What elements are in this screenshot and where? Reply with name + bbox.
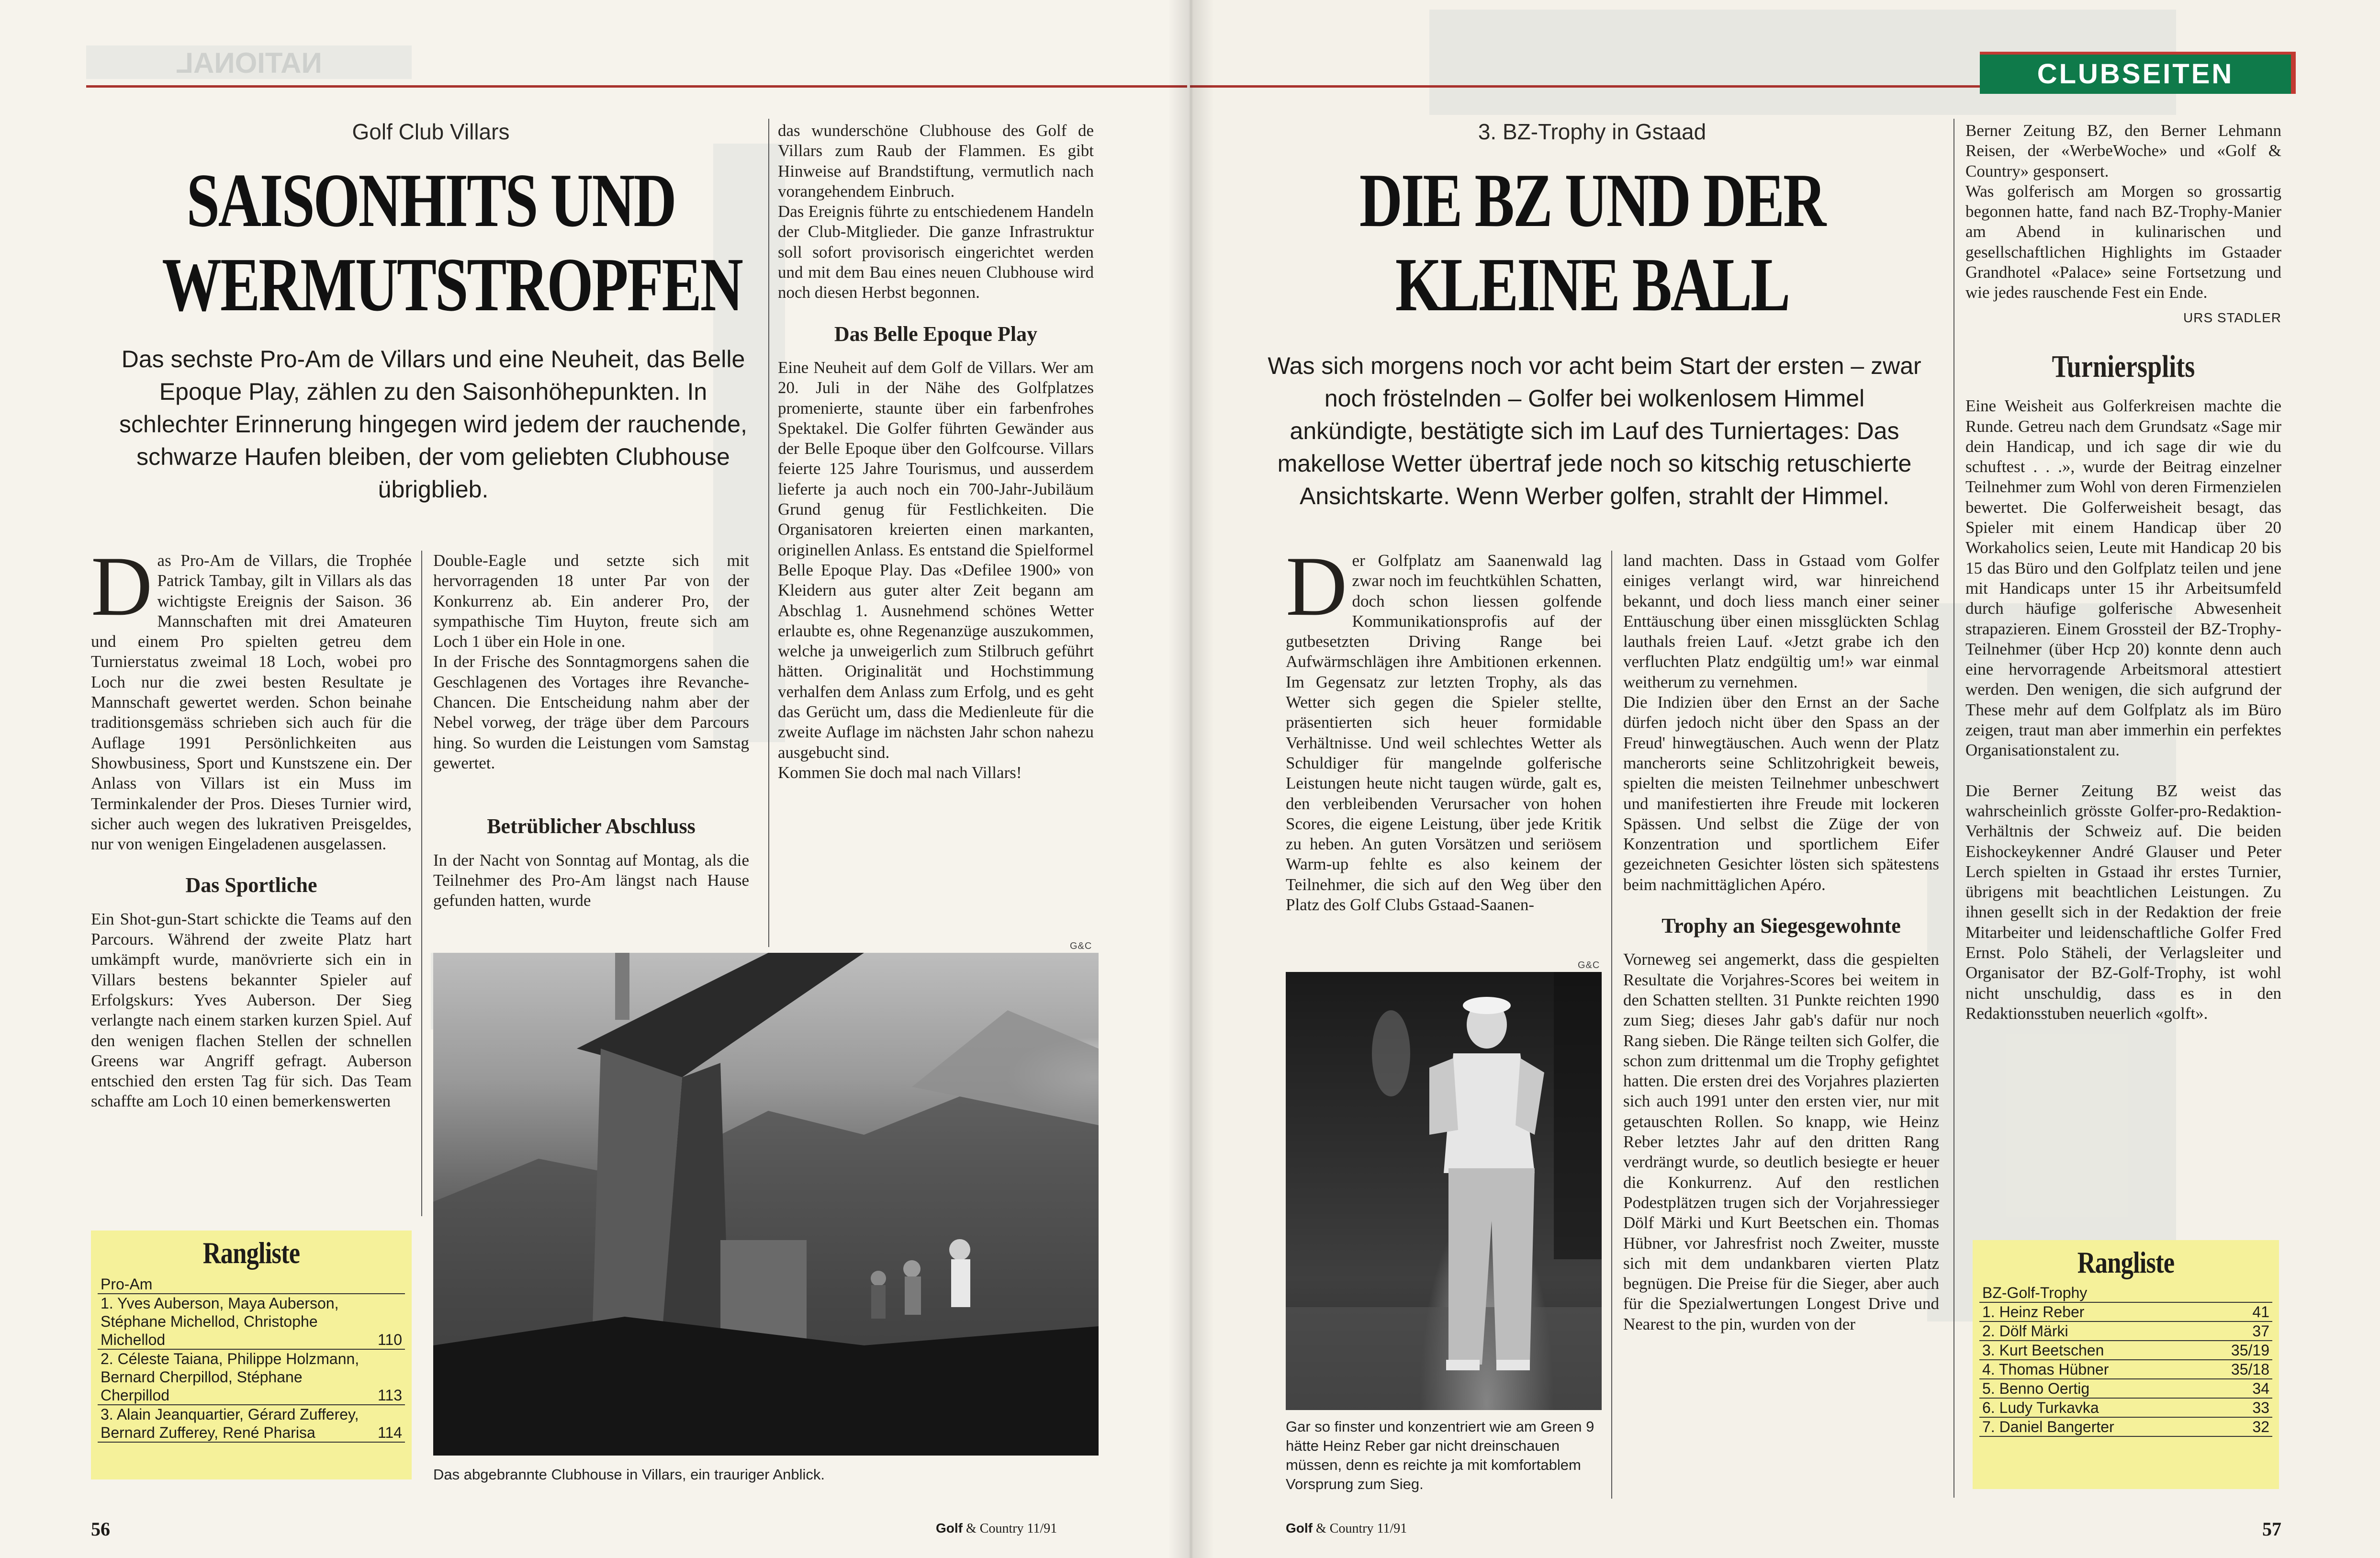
rangliste-name: 6. Ludy Turkavka: [1982, 1399, 2099, 1416]
rangliste-score: 33: [2252, 1399, 2269, 1416]
photo-credit: G&C: [1070, 941, 1092, 951]
rangliste-score: 114: [377, 1424, 402, 1441]
headline: [1247, 158, 1937, 327]
photo-caption: Gar so finster und konzentriert wie am Green 9 hätte Heinz Reber gar nicht dreinschauen müssen, denn es reichte ja mit komfortablem Vorsprung zum Sieg.: [1286, 1418, 1594, 1492]
footer-magazine: [936, 1521, 1057, 1536]
paragraph: Vorneweg sei angemerkt, dass die gespielten Resultate die Vorjahres-Scores bei weitem in den Schatten stellten. 31 Punkte reichten 1990 zum Sieg; dieses Jahr gab's dafür nur noch Rang sieben. Die Ränge teilten sich Golfer, die schon zum drittenmal um die Trophy gefightet hatten. Die ersten drei des Vorjahres plazierten sich auch 1991 unter den ersten vier, nur mit getauschten Rollen. So knapp, wie Heinz Reber letztes Jahr auf den dritten Rang verdrängt wurde, so deutlich besiegte er heuer die Konkurrenz. Auf den restlichen Podestplätzen trugen sich der Vorjahressieger Dölf Märki und Kurt Beetschen ein. Thomas Hübner, vor Jahresfrist noch Zweiter, musste sich mit dem undankbaren vierten Platz begnügen. Die Preise für die Sieger, aber auch für die Spezialwertungen Longest Drive und Nearest to the pin, wurden von der: [1623, 950, 1939, 1333]
paragraph: Double-Eagle und setzte sich mit hervorragenden 18 unter Par von der Konkurrenz ab. Ein anderer Pro, der sympathische Tim Huyton, freute sich am Loch 1 über ein Hole in one.: [433, 551, 749, 651]
rangliste-row: [98, 1350, 405, 1405]
rangliste-name: 3. Alain Jeanquartier, Gérard Zufferey, Bernard Zufferey, René Pharisa: [101, 1406, 359, 1441]
lead-paragraph: Das sechste Pro-Am de Villars und eine Neuheit, das Belle Epoque Play, zählen zu den Saisonhöhepunkten. In schlechter Erinnerung hingegen wird jedem der rauchende, schwarze Haufen bleiben, der vom geliebten Clubhouse übrigblieb.: [119, 346, 747, 503]
headline-line-2: KLEINE BALL: [1395, 242, 1789, 327]
spine-gutter: [1168, 0, 1214, 1558]
rangliste-name: 3. Kurt Beetschen: [1982, 1342, 2104, 1359]
subhead-belle-epoque: Das Belle Epoque Play: [834, 322, 1038, 346]
paragraph-text: er Golfplatz am Saanenwald lag zwar noch im feuchtkühlen Schatten, doch schon liessen golfende Kommunikationsprofis auf der gutbesetzten Driving Range bei Aufwärmschlägen ihre Ambitionen erkennen. Im Gegensatz zur letzten Trophy, als das Wetter sich gegen die Spieler stellte, präsentierten sich heuer formidable Verhältnisse. Und weil schlechtes Wetter als Schuldiger für mangelnde golferische Leistungen heute nicht taugen würde, galt es, den verbleibenden Verursacher von hohen Scores, die eigene Leistung, über jede Kritik zu heben. An guten Vorsätzen und seriösem Warm-up fehlte es also keinem der Teilnehmer, die sich auf den Weg über den Platz des Golf Clubs Gstaad-Saanen-: [1286, 551, 1602, 914]
rangliste-box: [1973, 1240, 2279, 1489]
column-rule: [1953, 119, 1954, 1498]
burned-clubhouse-illustration: [433, 953, 1099, 1456]
paragraph: Eine Weisheit aus Golferkreisen machte die Runde. Getreu nach dem Grundsatz «Sage mir dein Handicap, und ich sage dir wie du schuftest . . .», wurde der Beitrag einzelner Teilnehmer zum Wohl von deren Firmenzielen bewertet. Die Golferweisheit besagt, das Spieler mit einem Handicap über 20 Workaholics seien, Leute mit Handicap 20 bis 15 das Büro und den Golfplatz teilen und jene mit Handicaps unter 15 ihr Arbeitsumfeld durch häufige golferische Abwesenheit strapazieren. Einem Grossteil der BZ-Trophy-Teilnehmer (über Hcp 20) konnte denn auch eine hervorragende Arbeitsmoral attestiert werden. Den wenigen, die sich aufgrund der These mehr auf dem Golfplatz als im Büro zeigen, traut man aber immerhin ein perfektes Organisationstalent zu.: [1965, 396, 2281, 760]
headline-line-1: DIE BZ UND DER: [1359, 158, 1825, 243]
rangliste-score: 37: [2252, 1322, 2269, 1340]
rangliste-title: Rangliste: [202, 1236, 300, 1270]
golfer-illustration: [1286, 972, 1602, 1410]
paragraph-text: as Pro-Am de Villars, die Trophée Patrick Tambay, gilt in Villars als das wichtigste Ereignis der Saison. 36 Mannschaften mit drei Amateuren und einem Pro spielten getreu dem Turnierstatus zweimal 18 Loch, wobei pro Loch nur die zwei besten Resultate je Mannschaft gewertet werden. Schon beinahe traditionsgemäss schrieben sich auch für die Auflage 1991 Persönlichkeiten aus Showbusiness, Sport und Kunstszene ein. Der Anlass von Villars ist ein Muss im Terminkalender der Pros. Dieses Turnier wird, sicher auch wegen des lukrativen Preisgeldes, nur von wenigen Eingeladenen ausgelassen.: [91, 551, 412, 854]
lead-paragraph: Was sich morgens noch vor acht beim Start der ersten – zwar noch fröstelnden – Golfer bei wolkenlosem Himmel ankündigte, bestätigte sich im Lauf des Turniertages: Das makellose Wetter übertraf jede noch so kitschig retuschierte Ansichtskarte. Wenn Werber golfen, strahlt der Himmel.: [1268, 352, 1921, 509]
footer-magazine: [1286, 1521, 1407, 1536]
subhead-abschluss: Betrüblicher Abschluss: [487, 814, 696, 838]
drop-cap: D: [1286, 539, 1347, 633]
headline-line-1: SAISONHITS UND: [186, 158, 675, 243]
paragraph: [91, 539, 412, 854]
paragraph: Kommen Sie doch mal nach Villars!: [778, 763, 1022, 782]
column-2: [1623, 551, 1939, 1334]
paragraph: Das Ereignis führte zu entschiedenem Handeln der Club-Mitglieder. Die ganze Infrastruktur soll sofort provisorisch eingerichtet werden und mit dem Bau eines neuen Clubhouse wird noch diesen Herbst begonnen.: [778, 202, 1094, 302]
paragraph: In der Frische des Sonntagmorgens sahen die Geschlagenen des Vortages ihre Revanche-Chancen. Die Entscheidung nahm aber der Nebel vorweg, der träge über dem Parcours hing. So wurden die Leistungen vom Samstag gewertet.: [433, 652, 749, 772]
rangliste-row: [1979, 1341, 2272, 1360]
rangliste-score: 35/18: [2231, 1361, 2269, 1378]
section-tab-clubseiten: CLUBSEITEN: [1980, 52, 2296, 94]
footer-brand: Golf: [1286, 1521, 1313, 1535]
kicker: Golf Club Villars: [352, 119, 510, 144]
rangliste-group: Pro-Am: [98, 1276, 405, 1294]
paragraph: Berner Zeitung BZ, den Berner Lehmann Reisen, der «WerbeWoche» und «Golf & Country» gesponsert.: [1965, 121, 2281, 181]
section-tab-mirrored: NATIONAL: [176, 47, 322, 79]
subhead-turniersplits: Turniersplits: [2052, 349, 2195, 384]
rangliste-row: [1979, 1322, 2272, 1341]
author: URS STADLER: [2183, 310, 2281, 325]
paragraph: Eine Neuheit auf dem Golf de Villars. Wer am 20. Juli in der Nähe des Golfplatzes promenierte, staunte über ein farbenfrohes Spektakel. Die Golfer führten Gewänder aus der Belle Epoque über den Golfcourse. Villars feierte 125 Jahre Tourismus, und ausserdem lieferte ja auch noch ein 700-Jahr-Jubiläum Grund genug für Festlichkeiten. Die Organisatoren kreierten einen markanten, originellen Anlass. Es entstand die Spielformel Belle Epoque Play. Das «Defilee 1900» von Kleidern aus guter alter Zeit begann am Abschlag 1. Ausnehmend schönes Wetter erlaubte es, ohne Regenanzüge auszukommen, welche ja unweigerlich zum Stilbruch geführt hätten. Originalität und Hochstimmung verhalfen dem Anlass zum Erfolg, und es geht das Gerücht um, dass die Medienleute für die zweite Auflage im nächsten Jahr schon nahezu ausgebucht sind.: [778, 358, 1094, 762]
paragraph: Was golferisch am Morgen so grossartig begonnen hatte, fand nach BZ-Trophy-Manier am Abend in kulinarischen und gesellschaftlichen Highlights im Gstaader Grandhotel «Palace» seine Fortsetzung und wie jedes rauschende Fest ein Ende.: [1965, 181, 2281, 302]
rangliste-score: 41: [2252, 1303, 2269, 1321]
column-1: [91, 539, 412, 1112]
paragraph: land machten. Dass in Gstaad vom Golfer einiges verlangt wird, war hinreichend bekannt, und doch liess manch einer seiner Enttäuschung über einen missglückten Schlag lauthals freien Lauf. «Jetzt grabe ich den verfluchten Platz endgültig um!» war einmal weitherum zu vernehmen.: [1623, 551, 1939, 691]
rangliste-row: [1979, 1303, 2272, 1322]
photo-burned-clubhouse: [433, 953, 1099, 1456]
rangliste-score: 113: [377, 1387, 402, 1404]
footer-issue: & Country 11/91: [966, 1521, 1057, 1536]
headline: [86, 158, 775, 327]
photo-credit: G&C: [1578, 960, 1600, 971]
headline-line-2: WERMUTSTROPFEN: [162, 242, 742, 327]
column-rule: [768, 119, 769, 947]
column-3: [1965, 121, 2281, 1024]
paragraph: In der Nacht von Sonntag auf Montag, als die Teilnehmer des Pro-Am längst nach Hause gefunden hatten, wurde: [433, 850, 749, 910]
top-rule: [86, 85, 1187, 88]
rangliste-name: 1. Yves Auberson, Maya Auberson, Stéphane Michellod, Christophe Michellod: [101, 1295, 339, 1348]
kicker: 3. BZ-Trophy in Gstaad: [1478, 119, 1706, 144]
subhead-trophy: Trophy an Siegesgewohnte: [1662, 914, 1901, 938]
column-rule: [1611, 551, 1612, 1499]
page-number: 56: [91, 1518, 110, 1540]
rangliste-score: 32: [2252, 1418, 2269, 1435]
rangliste-name: 1. Heinz Reber: [1982, 1303, 2085, 1321]
rangliste-name: 2. Dölf Märki: [1982, 1322, 2068, 1340]
column-3: [778, 121, 1094, 783]
rangliste-score: 35/19: [2231, 1342, 2269, 1359]
rangliste-row: [98, 1294, 405, 1350]
paragraph: Die Berner Zeitung BZ weist das wahrscheinlich grösste Golfer-pro-Redaktion-Verhältnis der Schweiz auf. Die beiden Eishockeykenner André Glauser und Peter Lerch spielten in Gstaad ihr erstes Turnier, übrigens mit beachtlichen Leistungen. Zu ihnen gesellt sich in der Redaktion der freie Mitarbeiter und leidenschaftliche Golfer Fred Ernst. Polo Stäheli, der Verlagsleiter und Organisator der BZ-Golf-Trophy, ist wohl nicht unschuldig, dass es in den Redaktionsstuben neuerlich «golft».: [1965, 781, 2281, 1023]
rangliste-name: 4. Thomas Hübner: [1982, 1361, 2109, 1378]
column-1: [1286, 539, 1602, 915]
paragraph: Die Indizien über den Ernst an der Sache dürfen jedoch nicht über den Spass an der Freud' hinwegtäuschen. Auch wenn der Platz mancherorts seine Schlitzohrigkeit beweis, spielten die meisten Teilnehmer unbeschwert und manifestierten ihre Freude mit lockeren Spässen. Und selbst die Züge der von Konzentration und sportlichem Eifer gezeichneten Gesichter lösten sich spätestens beim nachmittäglichen Apéro.: [1623, 693, 1939, 894]
drop-cap: D: [91, 539, 153, 633]
footer-brand: Golf: [936, 1521, 963, 1535]
rangliste-name: 7. Daniel Bangerter: [1982, 1418, 2114, 1435]
subhead-sport: Das Sportliche: [185, 873, 317, 897]
paragraph: das wunderschöne Clubhouse des Golf de Villars zum Raub der Flammen. Es gibt Hinweise auf Brandstiftung, vermutlich nach vorangehendem Einbruch.: [778, 121, 1094, 201]
rangliste-row: [1979, 1379, 2272, 1399]
footer-issue: & Country 11/91: [1316, 1521, 1407, 1536]
rangliste-row: [1979, 1418, 2272, 1437]
rangliste-row: [1979, 1360, 2272, 1379]
column-rule: [421, 551, 422, 1216]
rangliste-row: [98, 1405, 405, 1443]
right-page: [1190, 0, 2380, 1558]
rangliste-title: Rangliste: [2077, 1245, 2175, 1279]
column-2: [433, 551, 749, 911]
rangliste-score: 110: [377, 1331, 402, 1348]
page-number: 57: [2262, 1518, 2281, 1540]
rangliste-box: [91, 1231, 412, 1479]
paragraph: [1286, 539, 1602, 915]
photo-golfer: [1286, 972, 1602, 1410]
rangliste-name: 5. Benno Oertig: [1982, 1380, 2090, 1397]
rangliste-score: 34: [2252, 1380, 2269, 1397]
paragraph: Ein Shot-gun-Start schickte die Teams auf den Parcours. Während der zweite Platz hart umkämpft wurde, manövrierte sich ein in Villars bestens bekannter Spieler auf Erfolgskurs: Yves Auberson. Der Sieg verlangte nach einem starken kurzen Spiel. Auf den wenigen flachen Stellen der schnellen Greens war Angriff gefragt. Auberson entschied den ersten Tag für sich. Das Team schaffte am Loch 10 einen bemerkenswerten: [91, 909, 412, 1111]
rangliste-name: 2. Céleste Taiana, Philippe Holzmann, Bernard Cherpillod, Stéphane Cherpillod: [101, 1350, 359, 1404]
rangliste-group: BZ-Golf-Trophy: [1979, 1284, 2272, 1303]
photo-caption: Das abgebrannte Clubhouse in Villars, ein trauriger Anblick.: [433, 1466, 825, 1483]
rangliste-row: [1979, 1399, 2272, 1418]
